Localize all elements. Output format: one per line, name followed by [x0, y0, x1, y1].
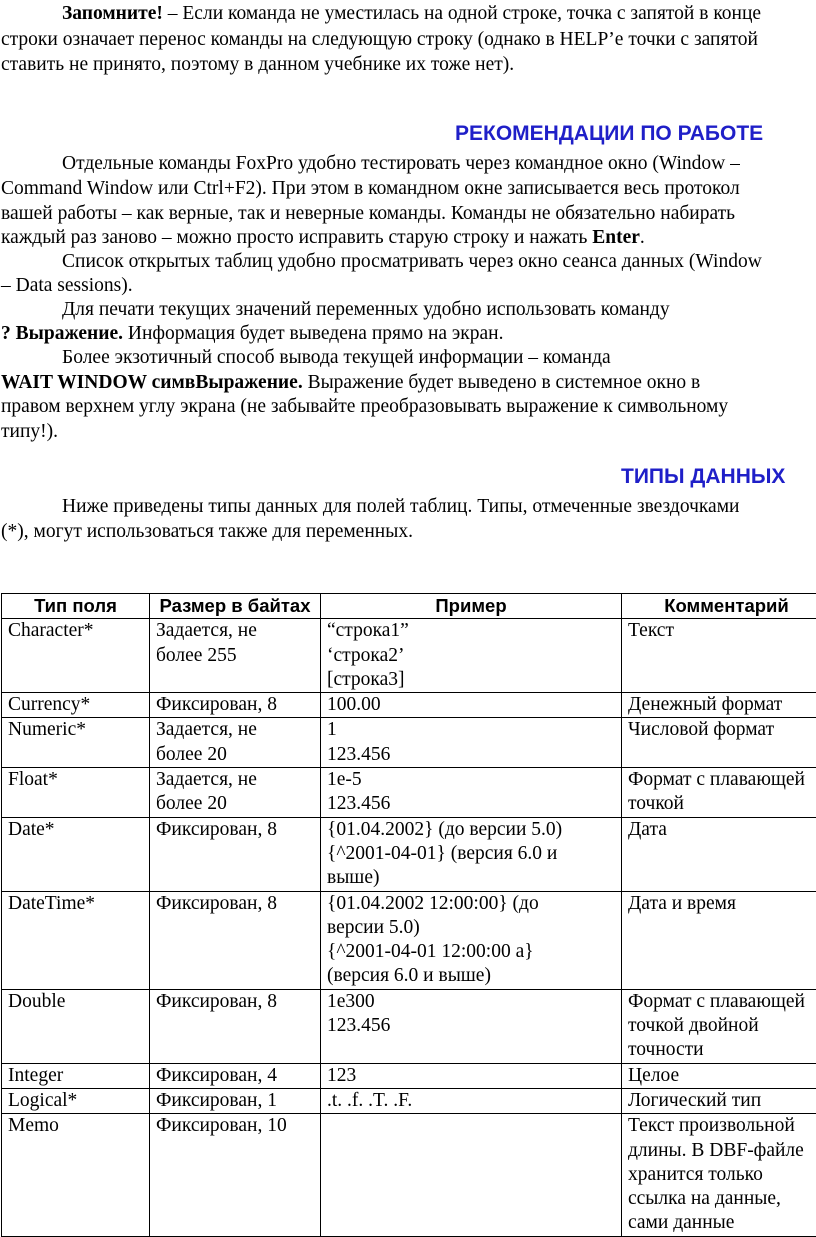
table-row — [2, 989, 816, 1063]
cell-size-line: Фиксирован, 8 — [156, 818, 320, 842]
recommendations-heading: РЕКОМЕНДАЦИИ ПО РАБОТЕ — [455, 121, 763, 147]
rec-p4-line-3: правом верхнем углу экрана (не забывайте преобразовывать выражение к символьному — [1, 395, 728, 419]
cell-size-line: Задается, не — [156, 718, 320, 742]
cell-size — [150, 891, 321, 989]
cell-size-line: более 20 — [156, 792, 320, 816]
cell-comment — [622, 891, 816, 989]
cell-comment — [622, 1063, 816, 1088]
cell-type: DateTime* — [2, 891, 150, 989]
cell-comment-line: ссылка на данные, — [628, 1187, 816, 1211]
rec-p3-line-1: Для печати текущих значений переменных удобно использовать команду — [62, 298, 670, 322]
cell-comment-line: точкой двойной — [628, 1014, 816, 1038]
table-row — [2, 1114, 816, 1236]
cell-example — [321, 693, 622, 718]
cell-type: Numeric* — [2, 718, 150, 768]
cell-type: Double — [2, 989, 150, 1063]
cell-type: Integer — [2, 1063, 150, 1088]
table-row — [2, 1088, 816, 1113]
intro-line-2: строки означает перенос команды на следующую строку (однако в HELP’е точки с запятой — [1, 28, 758, 52]
cell-example — [321, 718, 622, 768]
table-row — [2, 1063, 816, 1088]
table-body — [2, 619, 816, 1236]
cell-size — [150, 817, 321, 891]
rec-p2-line-2: – Data sessions). — [1, 274, 133, 298]
cell-example-line: 123.456 — [327, 743, 621, 767]
cell-example-line: 1 — [327, 718, 621, 742]
cell-type: Float* — [2, 768, 150, 818]
cell-example — [321, 1088, 622, 1113]
cell-comment — [622, 619, 816, 693]
column-header-size: Размер в байтах — [150, 594, 321, 619]
cell-example — [321, 1063, 622, 1088]
cell-type: Currency* — [2, 693, 150, 718]
cell-example — [321, 619, 622, 693]
rec-p1-line-2: Command Window или Ctrl+F2). При этом в командном окне записывается весь протокол — [1, 177, 740, 201]
table-row — [2, 619, 816, 693]
table-row — [2, 718, 816, 768]
rec-p1-line-4 — [1, 226, 645, 250]
cell-comment-line: точкой — [628, 792, 816, 816]
cell-comment — [622, 718, 816, 768]
rec-p3-line-2 — [1, 322, 503, 346]
cell-type: Character* — [2, 619, 150, 693]
cell-comment-line: Дата — [628, 818, 816, 842]
cell-size-line: Фиксирован, 8 — [156, 693, 320, 717]
intro-label: Запомните! — [62, 3, 163, 24]
intro-text: – Если команда не уместилась на одной строке, точка с запятой в конце — [163, 3, 761, 24]
cell-comment-line: Текст — [628, 619, 816, 643]
rec-p4-line-1: Более экзотичный способ вывода текущей информации – команда — [62, 346, 611, 370]
cell-example — [321, 817, 622, 891]
cell-size — [150, 718, 321, 768]
rec-p4-line-4: типу!). — [1, 420, 58, 444]
cell-example-line: ‘строка2’ — [327, 644, 621, 668]
table-row — [2, 817, 816, 891]
rec-p3-line-2-text: Информация будет выведена прямо на экран. — [123, 323, 503, 344]
cell-comment — [622, 1114, 816, 1236]
column-header-comment: Комментарий — [622, 594, 816, 619]
rec-p4-line-2 — [1, 371, 700, 395]
intro-line-1 — [62, 2, 761, 26]
column-header-type: Тип поля — [2, 594, 150, 619]
cell-comment-line: Логический тип — [628, 1089, 816, 1113]
cell-comment — [622, 817, 816, 891]
cell-size-line: Фиксирован, 4 — [156, 1064, 320, 1088]
rec-p1-line-4-text: каждый раз заново – можно просто исправить старую строку и нажать — [1, 227, 592, 248]
cell-size-line: Фиксирован, 10 — [156, 1114, 320, 1138]
wait-window-command: WAIT WINDOW симвВыражение. — [1, 372, 303, 393]
cell-comment-line: Дата и время — [628, 892, 816, 916]
cell-size-line: Задается, не — [156, 768, 320, 792]
cell-comment — [622, 768, 816, 818]
cell-size-line: более 255 — [156, 644, 320, 668]
cell-example-line: {01.04.2002 12:00:00} (до — [327, 892, 621, 916]
cell-comment-line: Целое — [628, 1064, 816, 1088]
cell-comment — [622, 1088, 816, 1113]
cell-size — [150, 1114, 321, 1236]
cell-size — [150, 693, 321, 718]
cell-size — [150, 989, 321, 1063]
cell-example-line: “строка1” — [327, 619, 621, 643]
cell-example-line: 123.456 — [327, 792, 621, 816]
cell-example-line: версии 5.0) — [327, 916, 621, 940]
data-types-line-1: Ниже приведены типы данных для полей таблиц. Типы, отмеченные звездочками — [62, 495, 740, 519]
cell-size — [150, 1088, 321, 1113]
cell-example-line: {^2001-04-01 12:00:00 a} — [327, 940, 621, 964]
cell-comment-line: Денежный формат — [628, 693, 816, 717]
cell-comment — [622, 693, 816, 718]
data-types-line-2: (*), могут использоваться также для переменных. — [1, 520, 413, 544]
cell-example-line: {01.04.2002} (до версии 5.0) — [327, 818, 621, 842]
cell-comment-line: точности — [628, 1038, 816, 1062]
enter-key-label: Enter — [592, 227, 640, 248]
column-header-example: Пример — [321, 594, 622, 619]
table-row — [2, 891, 816, 989]
cell-size-line: Фиксирован, 8 — [156, 892, 320, 916]
cell-comment-line: сами данные — [628, 1211, 816, 1235]
cell-type: Date* — [2, 817, 150, 891]
cell-example-line: выше) — [327, 866, 621, 890]
cell-example-line: 1e-5 — [327, 768, 621, 792]
rec-p1-line-1: Отдельные команды FoxPro удобно тестировать через командное окно (Window – — [62, 152, 740, 176]
data-types-table — [1, 593, 816, 1237]
cell-example-line: 123 — [327, 1064, 621, 1088]
cell-size — [150, 619, 321, 693]
cell-comment-line: Формат с плавающей — [628, 990, 816, 1014]
cell-comment-line: Текст произвольной — [628, 1114, 816, 1138]
cell-example-line: 1e300 — [327, 990, 621, 1014]
cell-comment-line: длины. В DBF-файле — [628, 1139, 816, 1163]
cell-size — [150, 1063, 321, 1088]
table-row — [2, 768, 816, 818]
cell-example-line: 100.00 — [327, 693, 621, 717]
cell-comment — [622, 989, 816, 1063]
cell-example-line: (версия 6.0 и выше) — [327, 964, 621, 988]
rec-p1-line-4-end: . — [640, 227, 645, 248]
cell-size-line: Фиксирован, 8 — [156, 990, 320, 1014]
print-command: ? Выражение. — [1, 323, 123, 344]
cell-example-line: {^2001-04-01} (версия 6.0 и — [327, 842, 621, 866]
intro-line-3: ставить не принято, поэтому в данном учебнике их тоже нет). — [1, 53, 514, 77]
cell-comment-line: Числовой формат — [628, 718, 816, 742]
cell-example — [321, 989, 622, 1063]
cell-comment-line: Формат с плавающей — [628, 768, 816, 792]
cell-example-line: [строка3] — [327, 668, 621, 692]
rec-p4-line-2-text: Выражение будет выведено в системное окно в — [303, 372, 701, 393]
cell-comment-line: хранится только — [628, 1163, 816, 1187]
rec-p2-line-1: Список открытых таблиц удобно просматривать через окно сеанса данных (Window — [62, 250, 762, 274]
cell-size-line: Фиксирован, 1 — [156, 1089, 320, 1113]
cell-size-line: Задается, не — [156, 619, 320, 643]
cell-example-line: .t. .f. .T. .F. — [327, 1089, 621, 1113]
cell-type: Memo — [2, 1114, 150, 1236]
cell-example — [321, 1114, 622, 1236]
data-types-heading: ТИПЫ ДАННЫХ — [621, 464, 785, 490]
rec-p1-line-3: вашей работы – как верные, так и неверные команды. Команды не обязательно набирать — [1, 202, 735, 226]
table-header-row — [2, 594, 816, 619]
cell-size-line: более 20 — [156, 743, 320, 767]
cell-example — [321, 768, 622, 818]
cell-example — [321, 891, 622, 989]
cell-type: Logical* — [2, 1088, 150, 1113]
table-row — [2, 693, 816, 718]
cell-example-line: 123.456 — [327, 1014, 621, 1038]
cell-size — [150, 768, 321, 818]
